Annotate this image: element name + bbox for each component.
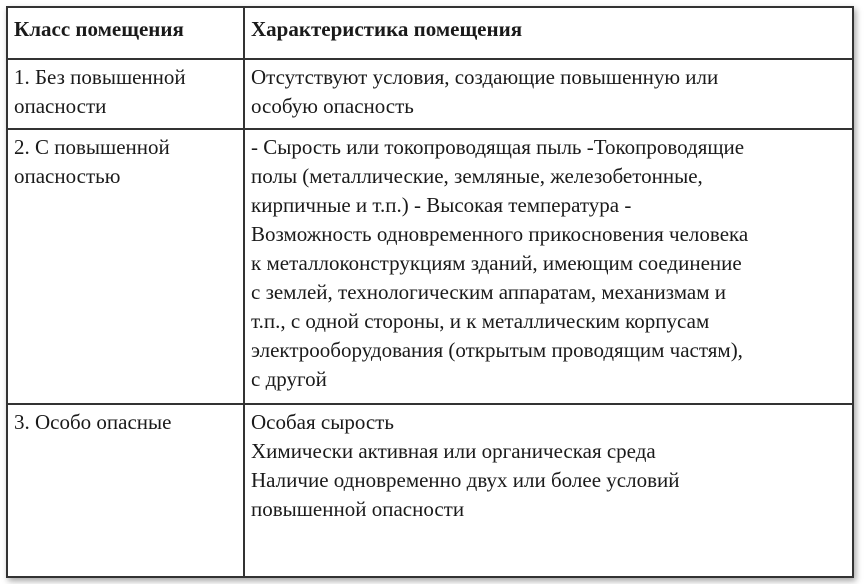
description-line: с землей, технологическим аппаратам, механизмам и — [251, 280, 726, 304]
description-cell — [244, 59, 853, 129]
description-cell — [244, 129, 853, 404]
header-room-characteristic: Характеристика помещения — [244, 7, 853, 59]
description-line: Отсутствуют условия, создающие повышенную или — [251, 65, 719, 89]
description-line: повышенной опасности — [251, 497, 465, 521]
class-line: опасностью — [14, 164, 121, 188]
description-line: Особая сырость — [251, 410, 394, 434]
class-cell — [7, 129, 244, 404]
header-room-class: Класс помещения — [7, 7, 244, 59]
description-line: к металлоконструкциям зданий, имеющим соединение — [251, 251, 742, 275]
description-line: полы (металлические, земляные, железобетонные, — [251, 164, 703, 188]
class-line: 3. Особо опасные — [14, 410, 172, 434]
class-line: 2. С повышенной — [14, 135, 170, 159]
room-classification-table — [6, 6, 854, 578]
description-line: т.п., с одной стороны, и к металлическим корпусам — [251, 309, 710, 333]
description-line: - Сырость или токопроводящая пыль -Токопроводящие — [251, 135, 745, 159]
description-line: с другой — [251, 367, 327, 391]
table-row — [7, 59, 853, 129]
class-cell — [7, 59, 244, 129]
class-line: опасности — [14, 94, 107, 118]
description-line: Возможность одновременного прикосновения человека — [251, 222, 749, 246]
table-header-row — [7, 7, 853, 59]
description-line: особую опасность — [251, 94, 414, 118]
description-line: Химически активная или органическая среда — [251, 439, 656, 463]
class-line: 1. Без повышенной — [14, 65, 186, 89]
description-line: электрооборудования (открытым проводящим частям), — [251, 338, 743, 362]
description-line: Наличие одновременно двух или более условий — [251, 468, 680, 492]
description-line: кирпичные и т.п.) - Высокая температура - — [251, 193, 632, 217]
class-cell — [7, 404, 244, 577]
description-cell — [244, 404, 853, 577]
table-row — [7, 404, 853, 577]
table-row — [7, 129, 853, 404]
